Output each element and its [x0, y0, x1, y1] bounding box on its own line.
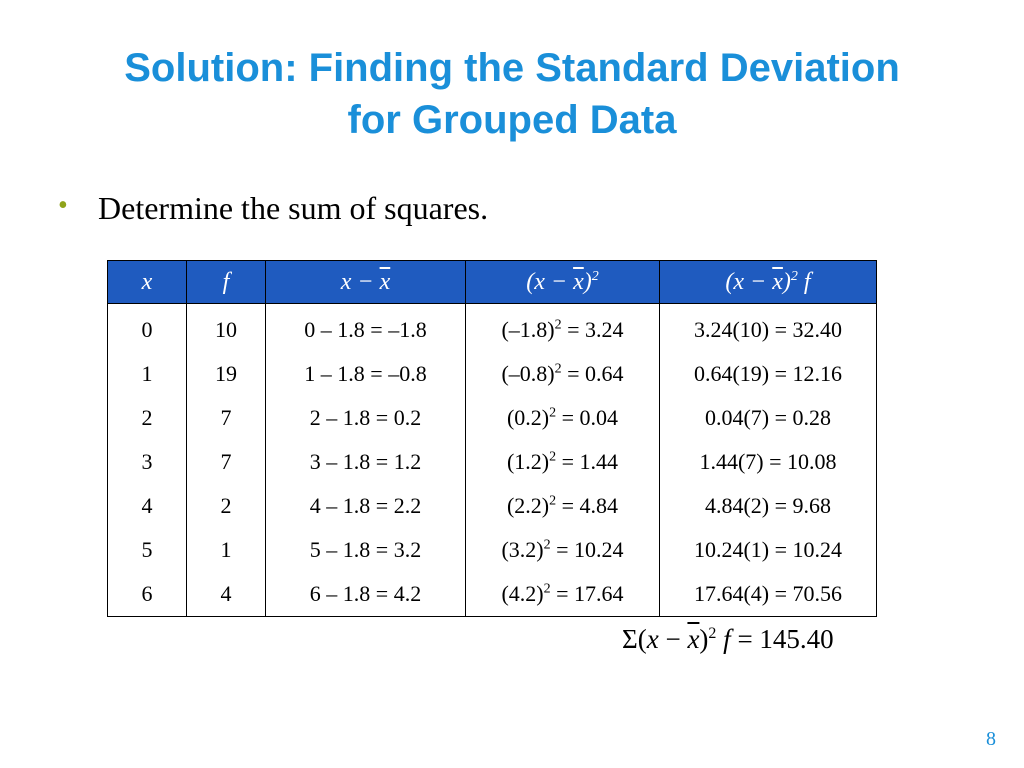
header-f: f — [187, 261, 266, 304]
cell-deviation: 3 – 1.8 = 1.2 — [266, 440, 466, 484]
cell-squared: $(0.2)^2 = 0.04$ — [466, 396, 660, 440]
cell-deviation: 1 – 1.8 = –0.8 — [266, 352, 466, 396]
cell-f: 19 — [187, 352, 266, 396]
cell-x: 5 — [108, 528, 187, 572]
cell-f: 1 — [187, 528, 266, 572]
cell-product: 17.64(4) = 70.56 — [660, 572, 877, 617]
sum-total: 145.40 — [759, 624, 834, 654]
cell-product: 0.04(7) = 0.28 — [660, 396, 877, 440]
header-x: x — [108, 261, 187, 304]
cell-product: 0.64(19) = 12.16 — [660, 352, 877, 396]
sum-formula: $\Sigma(x - \overline{x})^2$ f = 145.40 — [622, 624, 834, 654]
cell-product: 1.44(7) = 10.08 — [660, 440, 877, 484]
header-deviation: $x - \overline{x}$ — [266, 261, 466, 304]
cell-squared: $(4.2)^2 = 17.64$ — [466, 572, 660, 617]
table-row — [108, 528, 877, 572]
cell-x: 6 — [108, 572, 187, 617]
cell-deviation: 5 – 1.8 = 3.2 — [266, 528, 466, 572]
slide-title — [40, 42, 984, 146]
table-row — [108, 396, 877, 440]
cell-x: 4 — [108, 484, 187, 528]
cell-x: 1 — [108, 352, 187, 396]
cell-deviation: 0 – 1.8 = –1.8 — [266, 304, 466, 353]
cell-f: 2 — [187, 484, 266, 528]
bullet-item — [58, 190, 488, 227]
cell-product: 3.24(10) = 32.40 — [660, 304, 877, 353]
header-product: $(x - \overline{x})^2$ f — [660, 261, 877, 304]
cell-squared: $(-0.8)^2 = 0.64$ — [466, 352, 660, 396]
cell-squared: $(1.2)^2 = 1.44$ — [466, 440, 660, 484]
cell-x: 3 — [108, 440, 187, 484]
cell-x: 2 — [108, 396, 187, 440]
cell-squared: $(3.2)^2 = 10.24$ — [466, 528, 660, 572]
cell-product: 4.84(2) = 9.68 — [660, 484, 877, 528]
cell-deviation: 4 – 1.8 = 2.2 — [266, 484, 466, 528]
cell-f: 7 — [187, 440, 266, 484]
bullet-dot-icon: • — [58, 190, 68, 221]
sigma-symbol: Σ — [622, 624, 638, 654]
table-row — [108, 352, 877, 396]
cell-deviation: 2 – 1.8 = 0.2 — [266, 396, 466, 440]
title-line-1: Solution: Finding the Standard Deviation — [124, 46, 900, 90]
table-row — [108, 484, 877, 528]
cell-f: 7 — [187, 396, 266, 440]
header-squared: $(x - \overline{x})^2$ — [466, 261, 660, 304]
sum-of-squares-table — [107, 260, 877, 617]
table-row — [108, 440, 877, 484]
cell-squared: $(2.2)^2 = 4.84$ — [466, 484, 660, 528]
table-row — [108, 572, 877, 617]
cell-deviation: 6 – 1.8 = 4.2 — [266, 572, 466, 617]
cell-product: 10.24(1) = 10.24 — [660, 528, 877, 572]
table-row — [108, 304, 877, 353]
bullet-text: Determine the sum of squares. — [98, 190, 489, 226]
cell-f: 10 — [187, 304, 266, 353]
page-number: 8 — [986, 728, 996, 750]
cell-f: 4 — [187, 572, 266, 617]
cell-x: 0 — [108, 304, 187, 353]
cell-squared: $(-1.8)^2 = 3.24$ — [466, 304, 660, 353]
title-line-2: for Grouped Data — [347, 98, 677, 142]
table-header-row — [108, 261, 877, 304]
